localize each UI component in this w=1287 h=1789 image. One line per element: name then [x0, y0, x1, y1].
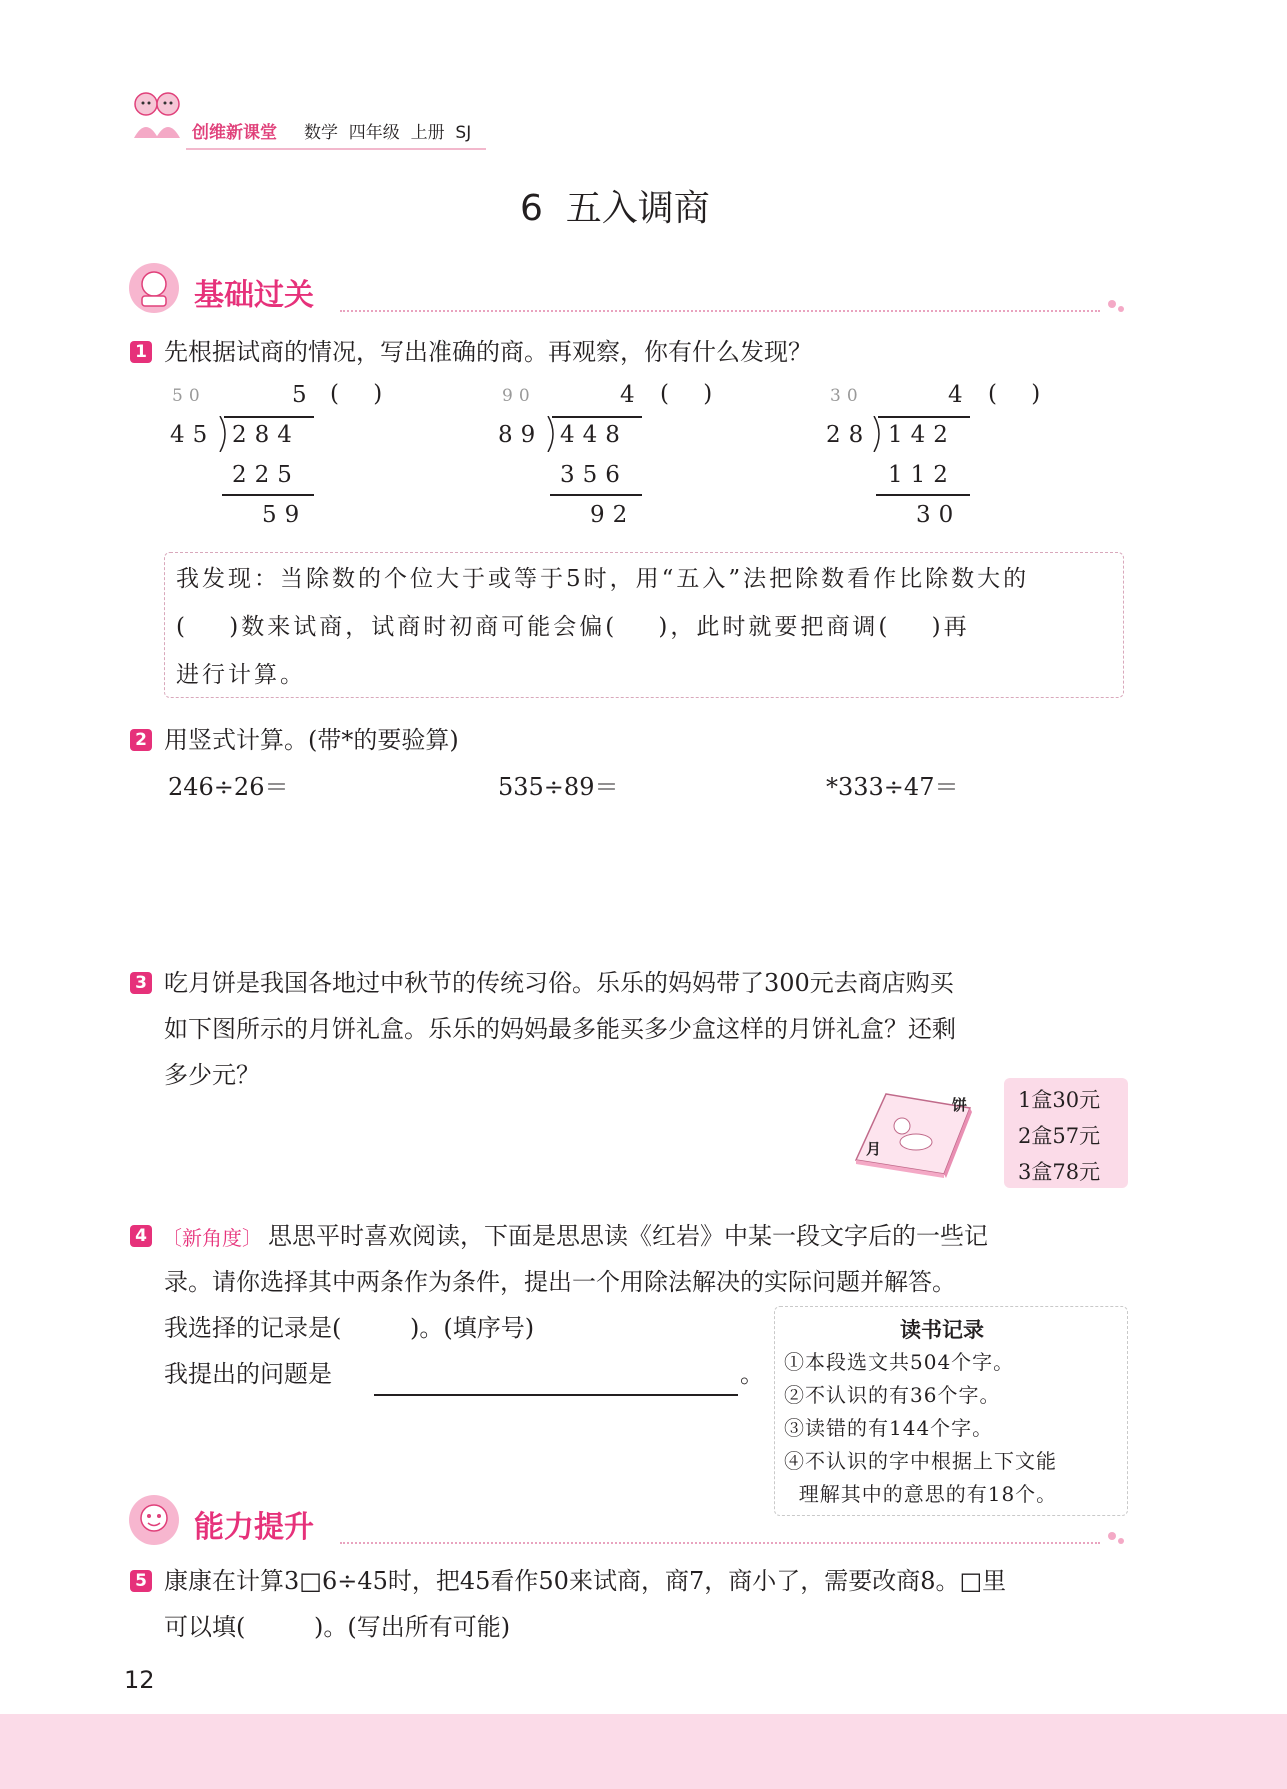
- page-number: 12: [124, 1666, 155, 1694]
- product: 225: [232, 462, 300, 488]
- question-text: 如下图所示的月饼礼盒。乐乐的妈妈最多能买多少盒这样的月饼礼盒？还剩: [164, 1015, 956, 1043]
- divisor: 89: [498, 422, 544, 448]
- record-item: ④不认识的字中根据上下文能: [784, 1449, 1057, 1473]
- discovery-line[interactable]: ( )数来试商，试商时初商可能会偏( )，此时就要把商调( )再: [176, 614, 970, 640]
- section-ability-rule: [340, 1542, 1100, 1544]
- product: 356: [560, 462, 628, 488]
- question-text: 先根据试商的情况，写出准确的商。再观察，你有什么发现？: [164, 338, 812, 366]
- discovery-line: 进行计算。: [176, 662, 306, 688]
- subtraction-line: [550, 494, 642, 496]
- sentence-period: 。: [740, 1360, 764, 1388]
- subtraction-line: [222, 494, 314, 496]
- record-item: ①本段选文共504个字。: [784, 1350, 1015, 1374]
- price-item: 3盒78元: [1018, 1160, 1101, 1184]
- question-text: 多少元？: [164, 1061, 260, 1089]
- decor-dot: [1108, 300, 1116, 308]
- footer-band: [0, 1714, 1287, 1789]
- header-brand: 创维新课堂: [192, 123, 277, 143]
- answer-blank[interactable]: 可以填( )。(写出所有可能): [164, 1613, 511, 1641]
- division-bracket-icon: [218, 416, 230, 452]
- quotient: 4: [948, 382, 971, 408]
- question-number-badge: 3: [130, 972, 152, 994]
- section-ability-title: 能力提升: [194, 1510, 314, 1545]
- dividend: 284: [232, 422, 300, 448]
- division-bar: [878, 416, 970, 418]
- trial-divisor: 50: [172, 386, 206, 406]
- page-title: 6 五入调商: [520, 188, 710, 229]
- answer-line[interactable]: [374, 1394, 738, 1396]
- header-divider: [186, 148, 486, 150]
- subtraction-line: [876, 494, 970, 496]
- remainder: 30: [916, 502, 962, 528]
- section-basic-icon: [128, 262, 180, 314]
- division-bracket-icon: [872, 416, 884, 452]
- decor-dot: [1118, 1538, 1124, 1544]
- record-select-blank[interactable]: 我选择的记录是( )。(填序号): [164, 1314, 535, 1342]
- question-number-badge: 4: [130, 1225, 152, 1247]
- division-bar: [224, 416, 314, 418]
- divisor: 45: [170, 422, 216, 448]
- product: 112: [888, 462, 956, 488]
- mooncake-box-label: 饼: [952, 1096, 968, 1114]
- trial-divisor: 30: [830, 386, 864, 406]
- question-text: 吃月饼是我国各地过中秋节的传统习俗。乐乐的妈妈带了300元去商店购买: [164, 969, 954, 997]
- question-text: 用竖式计算。(带*的要验算): [164, 726, 459, 754]
- dividend: 142: [888, 422, 956, 448]
- answer-blank[interactable]: ( ): [988, 381, 1042, 407]
- record-item: 理解其中的意思的有18个。: [784, 1482, 1058, 1506]
- question-text: 康康在计算3□6÷45时，把45看作50来试商，商7，商小了，需要改商8。□里: [164, 1567, 1007, 1595]
- price-item: 1盒30元: [1018, 1088, 1101, 1112]
- question-number-badge: 2: [130, 729, 152, 751]
- question-prompt: 我提出的问题是: [164, 1360, 332, 1388]
- answer-blank[interactable]: ( ): [660, 381, 714, 407]
- dividend: 448: [560, 422, 628, 448]
- quotient: 5: [292, 382, 315, 408]
- section-ability-icon: [128, 1494, 180, 1546]
- mooncake-box-label: 月: [866, 1140, 882, 1158]
- quotient: 4: [620, 382, 643, 408]
- trial-divisor: 90: [502, 386, 536, 406]
- calc-item: 535÷89＝: [498, 773, 619, 801]
- question-text: 思思平时喜欢阅读，下面是思思读《红岩》中某一段文字后的一些记: [268, 1222, 988, 1250]
- section-basic-title: 基础过关: [194, 278, 314, 313]
- record-item: ③读错的有144个字。: [784, 1416, 994, 1440]
- division-bracket-icon: [546, 416, 558, 452]
- record-item: ②不认识的有36个字。: [784, 1383, 1001, 1407]
- header-meta: 数学 四年级 上册 SJ: [304, 123, 472, 143]
- question-number-badge: 5: [130, 1570, 152, 1592]
- section-basic-rule: [340, 310, 1100, 312]
- decor-dot: [1108, 1532, 1116, 1540]
- discovery-line: 我发现：当除数的个位大于或等于5时，用“五入”法把除数看作比除数大的: [176, 566, 1030, 592]
- remainder: 92: [590, 502, 636, 528]
- divisor: 28: [826, 422, 872, 448]
- price-item: 2盒57元: [1018, 1124, 1101, 1148]
- decor-dot: [1118, 306, 1124, 312]
- question-number-badge: 1: [130, 341, 152, 363]
- calc-item: 246÷26＝: [168, 773, 289, 801]
- calc-item: *333÷47＝: [826, 773, 959, 801]
- remainder: 59: [262, 502, 308, 528]
- answer-blank[interactable]: ( ): [330, 381, 384, 407]
- reading-record-title: 读书记录: [900, 1318, 984, 1342]
- question-text: 录。请你选择其中两条作为条件，提出一个用除法解决的实际问题并解答。: [164, 1268, 956, 1296]
- new-angle-tag: 〔新角度〕: [162, 1226, 262, 1250]
- division-bar: [552, 416, 642, 418]
- header-logo: [126, 86, 188, 146]
